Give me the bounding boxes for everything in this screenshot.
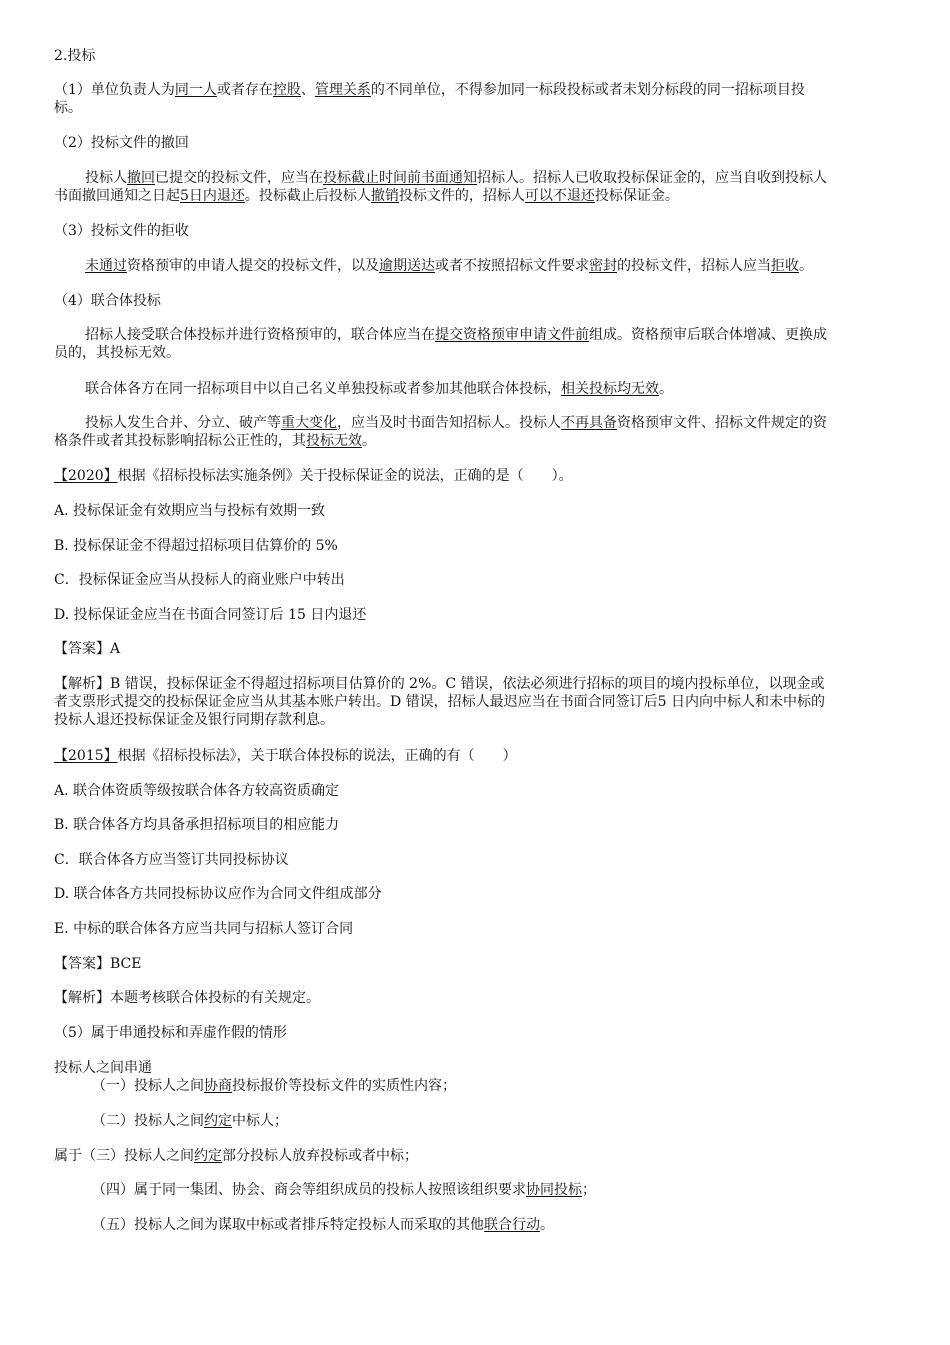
paragraph-1-line-1: （1）单位负责人为同一人或者存在控股、管理关系的不同单位，不得参加同一标段投标或者未划分标段的同一招标项目投 (54, 82, 805, 98)
question-1-option-b: B. 投标保证金不得超过招标项目估算价的 5% (54, 538, 338, 554)
question-1-analysis-line-3: 投标人退还投标保证金及银行同期存款利息。 (54, 712, 334, 728)
paragraph-6-line-2: 格条件或者其投标影响招标公正性的，其投标无效。 (54, 433, 376, 449)
collusion-item-2: （二）投标人之间约定中标人； (92, 1113, 288, 1129)
question-2-option-a: A. 联合体资质等级按联合体各方较高资质确定 (54, 783, 340, 799)
question-2-option-e: E. 中标的联合体各方应当共同与招标人签订合同 (54, 921, 354, 937)
paragraph-6-line-1: 投标人发生合并、分立、破产等重大变化，应当及时书面告知招标人。投标人不再具备资格预审文件、招标文件规定的资 (85, 415, 827, 431)
paragraph-2-line-1: 投标人撤回已提交的投标文件，应当在投标截止时间前书面通知招标人。招标人已收取投标保证金的，应当自收到投标人 (85, 170, 827, 186)
question-2-option-d: D. 联合体各方共同投标协议应作为合同文件组成部分 (54, 886, 382, 902)
collusion-item-3: 属于（三）投标人之间约定部分投标人放弃投标或者中标； (54, 1148, 418, 1164)
subheading-collusion: （5）属于串通投标和弄虚作假的情形 (54, 1025, 287, 1041)
question-1-option-d: D. 投标保证金应当在书面合同签订后 15 日内退还 (54, 607, 367, 623)
paragraph-4-line-2: 员的，其投标无效。 (54, 345, 180, 361)
paragraph-3: 未通过资格预审的申请人提交的投标文件，以及逾期送达或者不按照招标文件要求密封的投标文件，招标人应当拒收。 (85, 258, 813, 274)
question-2-option-c: C．联合体各方应当签订共同投标协议 (54, 852, 289, 868)
collusion-group-label: 投标人之间串通 (54, 1060, 152, 1076)
paragraph-4-line-1: 招标人接受联合体投标并进行资格预审的，联合体应当在提交资格预审申请文件前组成。资格预审后联合体增减、更换成 (85, 327, 827, 343)
question-1-year-tag: 【2020】 (54, 468, 118, 484)
question-1-option-a: A. 投标保证金有效期应当与投标有效期一致 (54, 503, 326, 519)
question-1-analysis-line-1: 【解析】B 错误，投标保证金不得超过招标项目估算价的 2%。C 错误，依法必须进行招标的项目的境内投标单位，以现金或 (54, 676, 825, 692)
collusion-item-1: （一）投标人之间协商投标报价等投标文件的实质性内容； (92, 1078, 456, 1094)
question-2-answer: 【答案】BCE (54, 956, 142, 972)
subheading-withdrawal: （2）投标文件的撤回 (54, 135, 189, 151)
paragraph-1-line-2: 标。 (54, 100, 82, 116)
question-2-analysis: 【解析】本题考核联合体投标的有关规定。 (54, 990, 320, 1006)
question-1-option-c: C．投标保证金应当从投标人的商业账户中转出 (54, 572, 345, 588)
paragraph-5: 联合体各方在同一招标项目中以自己名义单独投标或者参加其他联合体投标，相关投标均无效。 (85, 381, 673, 397)
question-2-stem: 【2015】根据《招标投标法》，关于联合体投标的说法，正确的有（ ） (54, 748, 517, 764)
subheading-rejection: （3）投标文件的拒收 (54, 223, 189, 239)
question-1-answer: 【答案】A (54, 641, 121, 657)
question-2-option-b: B. 联合体各方均具备承担招标项目的相应能力 (54, 817, 340, 833)
question-1-stem: 【2020】根据《招标投标法实施条例》关于投标保证金的说法，正确的是（ ）。 (54, 468, 573, 484)
question-2-year-tag: 【2015】 (54, 748, 118, 764)
section-heading: 2.投标 (54, 48, 96, 64)
subheading-consortium: （4）联合体投标 (54, 293, 161, 309)
paragraph-2-line-2: 书面撤回通知之日起5日内退还。投标截止后投标人撤销投标文件的，招标人可以不退还投标保证金。 (54, 188, 679, 204)
collusion-item-5: （五）投标人之间为谋取中标或者排斥特定投标人而采取的其他联合行动。 (92, 1217, 554, 1233)
question-1-analysis-line-2: 者支票形式提交的投标保证金应当从其基本账户转出。D 错误，招标人最迟应当在书面合同签订后5 日内向中标人和未中标的 (54, 694, 826, 710)
collusion-item-4: （四）属于同一集团、协会、商会等组织成员的投标人按照该组织要求协同投标； (92, 1182, 596, 1198)
